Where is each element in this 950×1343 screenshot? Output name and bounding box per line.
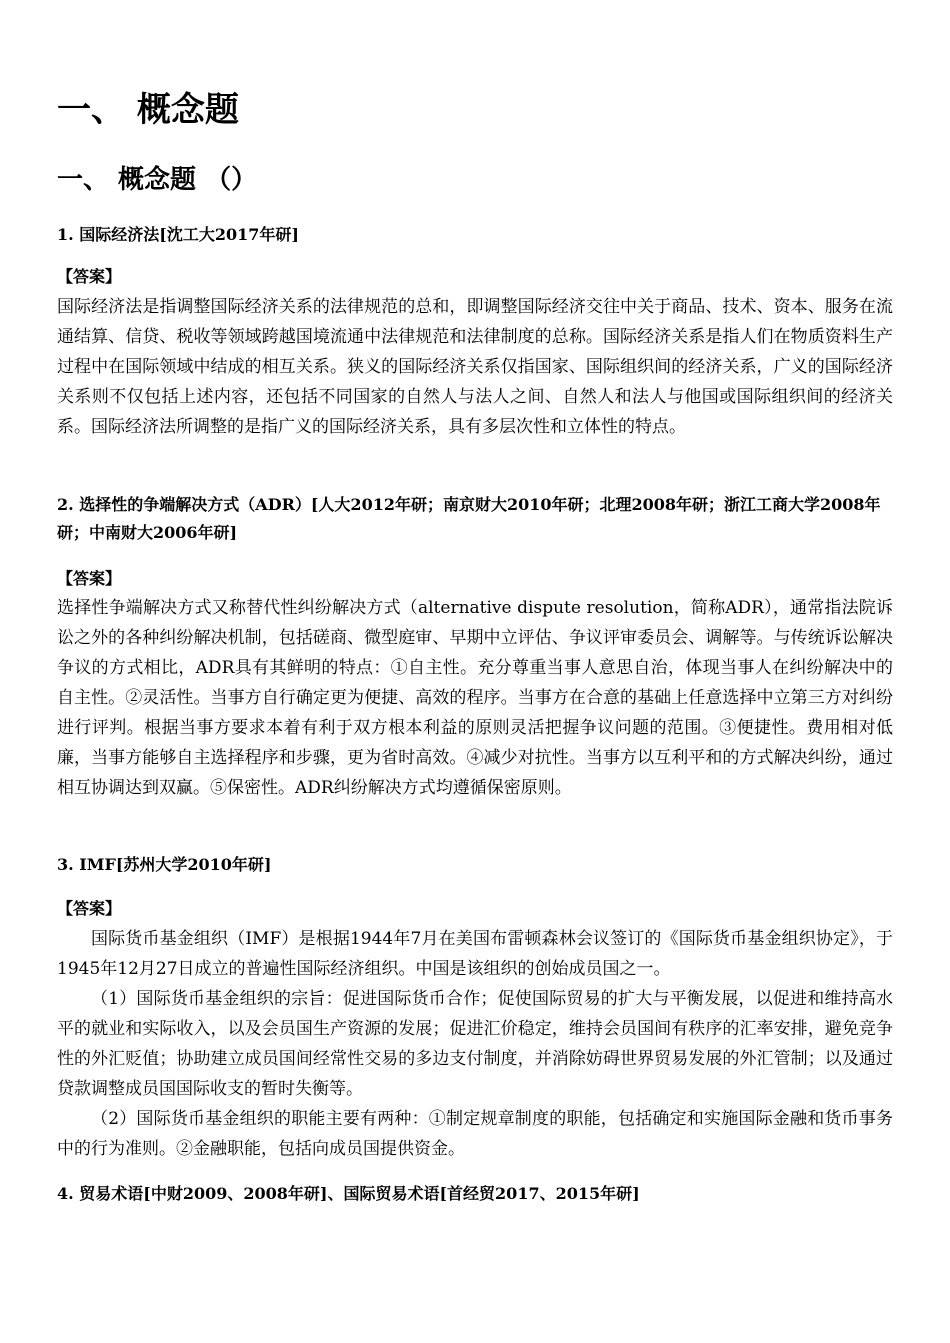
- answer-paragraph: 国际货币基金组织（IMF）是根据1944年7月在美国布雷顿森林会议签订的《国际货币基金组织协定》，于1945年12月27日成立的普遍性国际经济组织。中国是该组织的创始成员国之一。: [57, 929, 893, 979]
- question-title: 4. 贸易术语[中财2009、2008年研]、国际贸易术语[首经贸2017、2015年研]: [57, 1184, 640, 1203]
- answer-label: 【答案】: [57, 569, 122, 588]
- answer-paragraph: 国际经济法是指调整国际经济关系的法律规范的总和，即调整国际经济交往中关于商品、技术、资本、服务在流通结算、信贷、税收等领域跨越国境流通中法律规范和法律制度的总称。国际经济关系是指人们在物质资料生产过程中在国际领域中结成的相互关系。狭义的国际经济关系仅指国家、国际组织间的经济关系，广义的国际经济关系则不仅包括上述内容，还包括不同国家的自然人与法人之间、自然人和法人与他国或国际组织间的经济关系。国际经济法所调整的是指广义的国际经济关系，具有多层次性和立体性的特点。: [57, 297, 893, 437]
- question-title: 2. 选择性的争端解决方式（ADR）[人大2012年研；南京财大2010年研；北理2008年研；浙江工商大学2008年研；中南财大2006年研]: [57, 495, 881, 542]
- answer-paragraph: （2）国际货币基金组织的职能主要有两种：①制定规章制度的职能，包括确定和实施国际金融和货币事务中的行为准则。②金融职能，包括向成员国提供资金。: [57, 1109, 893, 1159]
- answer-paragraph: 选择性争端解决方式又称替代性纠纷解决方式（alternative dispute resolution，简称ADR），通常指法院诉讼之外的各种纠纷解决机制，包括磋商、微型庭审、早期中立评估、争议评审委员会、调解等。与传统诉讼解决争议的方式相比，ADR具有其鲜明的特点：①自主性。充分尊重当事人意思自治，体现当事人在纠纷解决中的自主性。②灵活性。当事方自行确定更为便捷、高效的程序。当事方在合意的基础上任意选择中立第三方对纠纷进行评判。根据当事方要求本着有利于双方根本利益的原则灵活把握争议问题的范围。③便捷性。费用相对低廉，当事方能够自主选择程序和步骤，更为省时高效。④减少对抗性。当事方以互利平和的方式解决纠纷，通过相互协调达到双赢。⑤保密性。ADR纠纷解决方式均遵循保密原则。: [57, 598, 893, 798]
- answer-paragraph: （1）国际货币基金组织的宗旨：促进国际货币合作；促使国际贸易的扩大与平衡发展，以促进和维持高水平的就业和实际收入，以及会员国生产资源的发展；促进汇价稳定，维持会员国间有秩序的汇率安排，避免竞争性的外汇贬值；协助建立成员国间经常性交易的多边支付制度，并消除妨碍世界贸易发展的外汇管制；以及通过贷款调整成员国国际收支的暂时失衡等。: [57, 989, 893, 1099]
- question-title: 1. 国际经济法[沈工大2017年研]: [57, 225, 299, 244]
- answer-label: 【答案】: [57, 899, 122, 918]
- section-title: 一、 概念题 （）: [57, 165, 258, 195]
- chapter-title: 一、 概念题: [57, 90, 239, 130]
- answer-label: 【答案】: [57, 267, 122, 286]
- question-title: 3. IMF[苏州大学2010年研]: [57, 855, 272, 874]
